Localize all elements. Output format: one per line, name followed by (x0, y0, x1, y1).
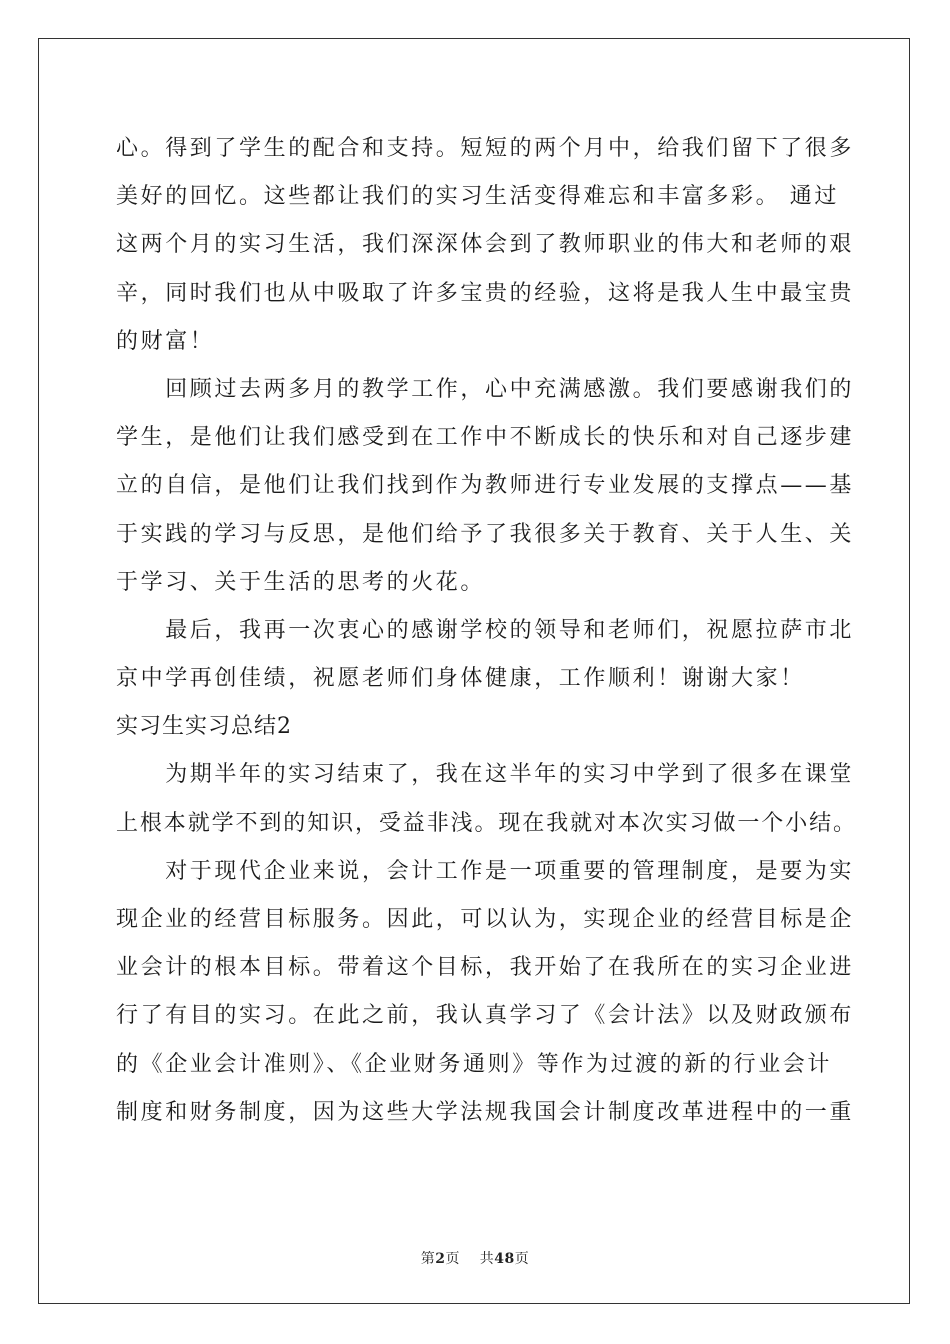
text-line: 为期半年的实习结束了，我在这半年的实习中学到了很多在课堂 (116, 762, 855, 788)
text-line: 这两个月的实习生活，我们深深体会到了教师职业的伟大和老师的艰 (116, 232, 855, 258)
total-pages: 48 (494, 1251, 515, 1267)
text-line: 辛，同时我们也从中吸取了许多宝贵的经验，这将是我人生中最宝贵 (116, 280, 855, 306)
page-suffix: 页 (445, 1251, 460, 1267)
text-line: 的《企业会计准则》、《企业财务通则》等作为过渡的新的行业会计 (116, 1051, 833, 1077)
text-line: 行了有目的实习。在此之前，我认真学习了《会计法》以及财政颁布 (116, 1003, 855, 1029)
text-line: 回顾过去两多月的教学工作，心中充满感激。我们要感谢我们的 (116, 376, 855, 402)
text-line: 对于现代企业来说，会计工作是一项重要的管理制度，是要为实 (116, 858, 855, 884)
text-line: 京中学再创佳绩，祝愿老师们身体健康，工作顺利！谢谢大家！ (116, 666, 805, 692)
text-line: 现企业的经营目标服务。因此，可以认为，实现企业的经营目标是企 (116, 907, 855, 932)
page-number: 2 (435, 1251, 446, 1267)
text-line: 业会计的根本目标。带着这个目标，我开始了在我所在的实习企业进 (116, 955, 855, 981)
text-line: 于实践的学习与反思，是他们给予了我很多关于教育、关于人生、关 (116, 521, 855, 547)
document-body (116, 127, 857, 1139)
text-line: 心。得到了学生的配合和支持。短短的两个月中，给我们留下了很多 (116, 136, 855, 161)
page-prefix: 第 (420, 1251, 436, 1267)
text-line: 学生，是他们让我们感受到在工作中不断成长的快乐和对自己逐步建 (116, 425, 855, 451)
total-prefix: 共 (479, 1251, 495, 1267)
text-line: 上根本就学不到的知识，受益非浅。现在我就对本次实习做一个小结。 (116, 810, 857, 836)
text-line: 的财富！ (116, 328, 215, 354)
text-line: 美好的回忆。这些都让我们的实习生活变得难忘和丰富多彩。 通过 (116, 184, 839, 210)
total-suffix: 页 (514, 1251, 530, 1267)
text-line: 最后，我再一次衷心的感谢学校的领导和老师们，祝愿拉萨市北 (116, 617, 855, 643)
text-line: 制度和财务制度，因为这些大学法规我国会计制度改革进程中的一重 (116, 1099, 855, 1125)
section-heading: 实习生实习总结2 (116, 714, 292, 740)
page-footer (0, 1248, 950, 1268)
text-line: 于学习、关于生活的思考的火花。 (116, 569, 486, 595)
text-line: 立的自信，是他们让我们找到作为教师进行专业发展的支撑点——基 (116, 473, 855, 499)
